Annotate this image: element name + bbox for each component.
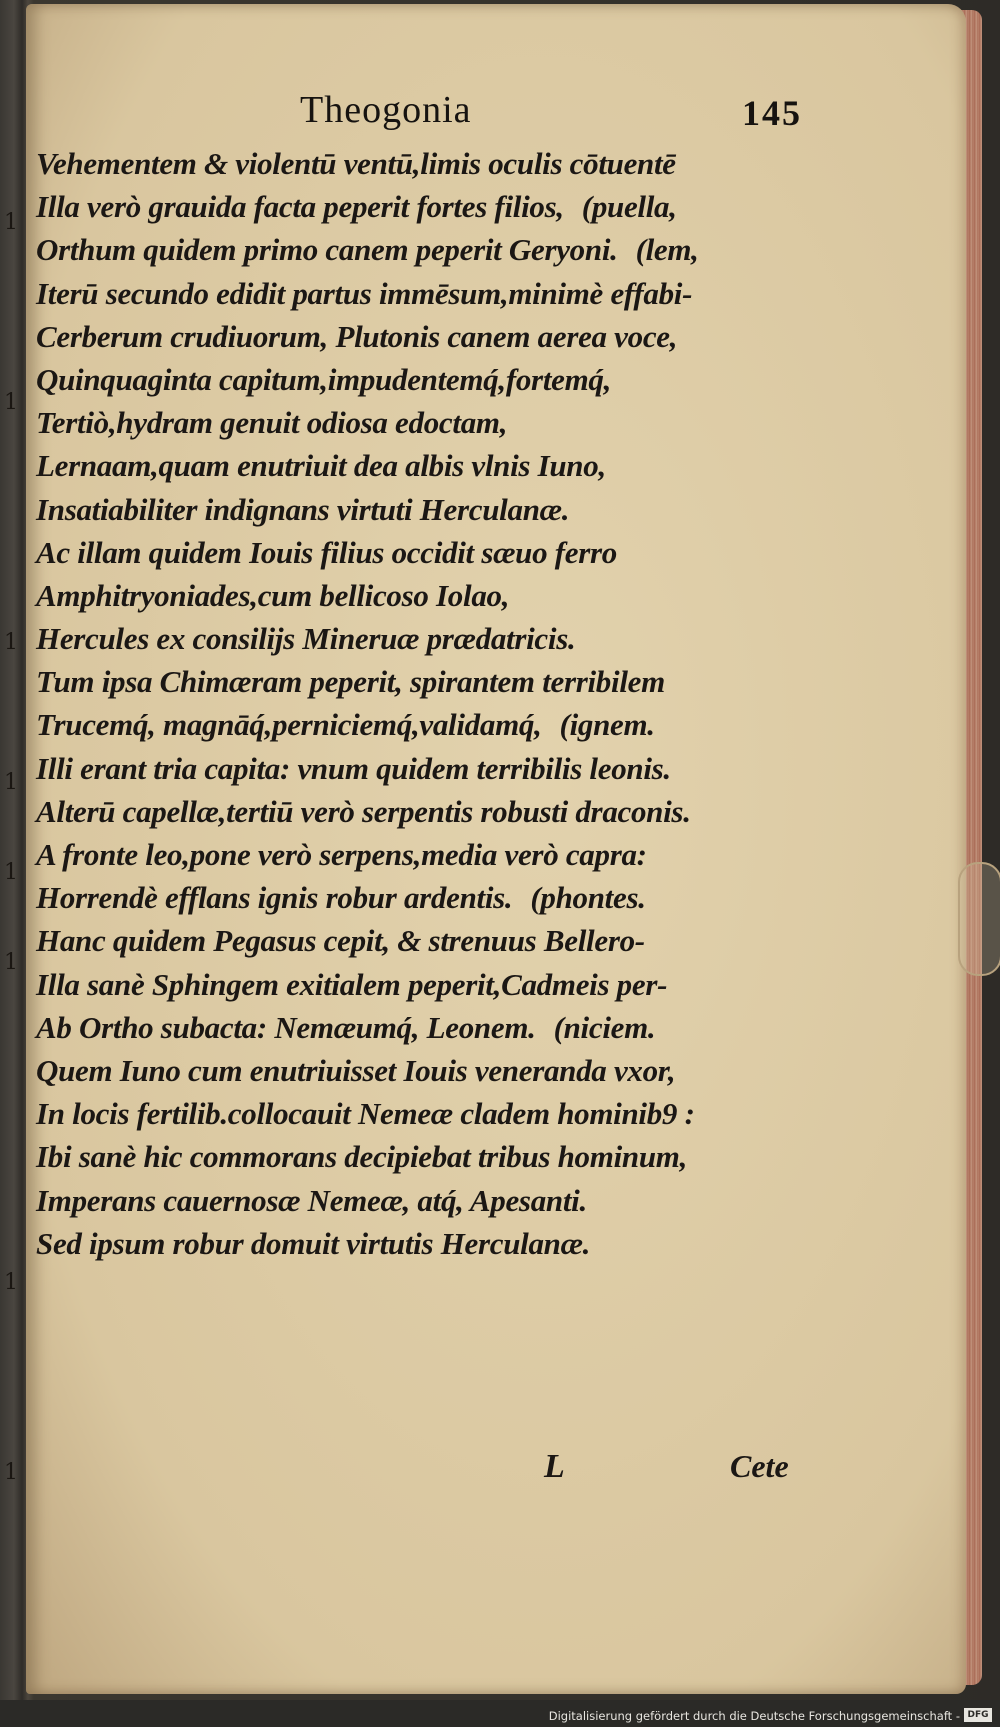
verse-turnover: (ignem. — [559, 707, 655, 743]
page-number: 145 — [742, 93, 802, 133]
verse-line-text: Alterū capellæ,tertiū verò serpentis robusti draconis. — [36, 793, 691, 829]
verse-line — [36, 531, 836, 574]
verse-line-text: Iterū secundo edidit partus immēsum,minimè effabi- — [36, 275, 693, 311]
verse-line — [36, 358, 836, 401]
verse-line-text: Lernaam,quam enutriuit dea albis vlnis Iuno, — [36, 448, 606, 484]
verse-line-text: Vehementem & violentū ventū,limis oculis cōtuentē — [36, 146, 676, 181]
margin-mark: 1 — [4, 630, 18, 655]
verse-line — [36, 272, 836, 315]
margin-mark: 1 — [4, 390, 18, 415]
verse-line — [36, 228, 836, 271]
verse-line-text: Illa sanè Sphingem exitialem peperit,Cadmeis per- — [36, 966, 668, 1002]
verse-line — [36, 963, 836, 1006]
verse-line — [36, 574, 836, 617]
verse-turnover: (puella, — [581, 189, 677, 225]
verse-line-text: Sed ipsum robur domuit virtutis Herculanæ. — [36, 1225, 591, 1261]
verse-line — [36, 790, 836, 833]
verse-line — [36, 488, 836, 531]
verse-line-text: Trucemq́, magnāq́,perniciemq́,validamq́, — [36, 707, 542, 743]
verse-line-text: Illa verò grauida facta peperit fortes filios, — [36, 189, 564, 225]
digitization-credit: Digitalisierung gefördert durch die Deutsche Forschungsgemeinschaft - — [548, 1709, 960, 1723]
book-clasp — [958, 862, 1000, 976]
verse-line-text: Hercules ex consilijs Mineruæ prædatricis. — [36, 621, 576, 657]
verse-line — [36, 617, 836, 660]
verse-line-text: Orthum quidem primo canem peperit Geryoni. — [36, 232, 618, 268]
verse-line-text: Ibi sanè hic commorans decipiebat tribus hominum, — [36, 1139, 688, 1175]
margin-mark: 1 — [4, 210, 18, 235]
verse-line — [36, 401, 836, 444]
verse-line — [36, 876, 836, 919]
verse-line-text: Imperans cauernosæ Nemeæ, atq́, Apesanti. — [36, 1182, 587, 1218]
verse-line — [36, 1092, 836, 1135]
verse-turnover: (lem, — [635, 232, 699, 268]
verse-line-text: Ac illam quidem Iouis filius occidit sæuo ferro — [36, 534, 617, 570]
verse-line-text: Horrendè efflans ignis robur ardentis. — [36, 880, 513, 916]
running-head: Theogonia — [300, 89, 472, 131]
verse-line — [36, 315, 836, 358]
margin-mark: 1 — [4, 860, 18, 885]
verse-line-text: Illi erant tria capita: vnum quidem terribilis leonis. — [36, 750, 671, 786]
verse-line — [36, 747, 836, 790]
verse-line-text: A fronte leo,pone verò serpens,media verò capra: — [36, 837, 647, 872]
verse-line-text: Quem Iuno cum enutriuisset Iouis veneranda vxor, — [36, 1052, 676, 1088]
verse-line-text: Quinquaginta capitum,impudentemq́,fortemq́, — [36, 361, 612, 397]
verse-line-text: Amphitryoniades,cum bellicoso Iolao, — [36, 577, 510, 613]
verse-line — [36, 919, 836, 962]
margin-mark: 1 — [4, 950, 18, 975]
verse-line — [36, 1049, 836, 1092]
verse-line-text: In locis fertilib.collocauit Nemeæ cladem hominib9 : — [36, 1096, 695, 1132]
verse-line — [36, 142, 836, 185]
verse-line — [36, 185, 836, 228]
verse-line-text: Ab Ortho subacta: Nemæumq́, Leonem. — [36, 1009, 536, 1045]
verse-line-text: Tum ipsa Chimæram peperit, spirantem terribilem — [36, 664, 665, 700]
verse-line — [36, 1006, 836, 1049]
verse-text — [36, 142, 836, 1265]
verse-line — [36, 1222, 836, 1265]
margin-mark: 1 — [4, 770, 18, 795]
signature-mark: L — [544, 1448, 565, 1485]
verse-turnover: (phontes. — [530, 880, 646, 916]
catchword: Cete — [730, 1448, 789, 1484]
verse-line — [36, 1179, 836, 1222]
left-margin-marks — [0, 210, 26, 1510]
verse-line — [36, 703, 836, 746]
verse-line — [36, 1135, 836, 1178]
verse-line — [36, 444, 836, 487]
verse-line-text: Insatiabiliter indignans virtuti Herculanæ. — [36, 491, 570, 527]
verse-line — [36, 833, 836, 876]
verse-line-text: Hanc quidem Pegasus cepit, & strenuus Bellero- — [36, 923, 645, 959]
margin-mark: 1 — [4, 1460, 18, 1485]
margin-mark: 1 — [4, 1270, 18, 1295]
dfg-logo: DFG — [964, 1708, 992, 1722]
verse-line-text: Tertiò,hydram genuit odiosa edoctam, — [36, 405, 508, 441]
verse-line-text: Cerberum crudiuorum, Plutonis canem aerea voce, — [36, 318, 678, 354]
verse-line — [36, 660, 836, 703]
verse-turnover: (niciem. — [553, 1009, 656, 1045]
